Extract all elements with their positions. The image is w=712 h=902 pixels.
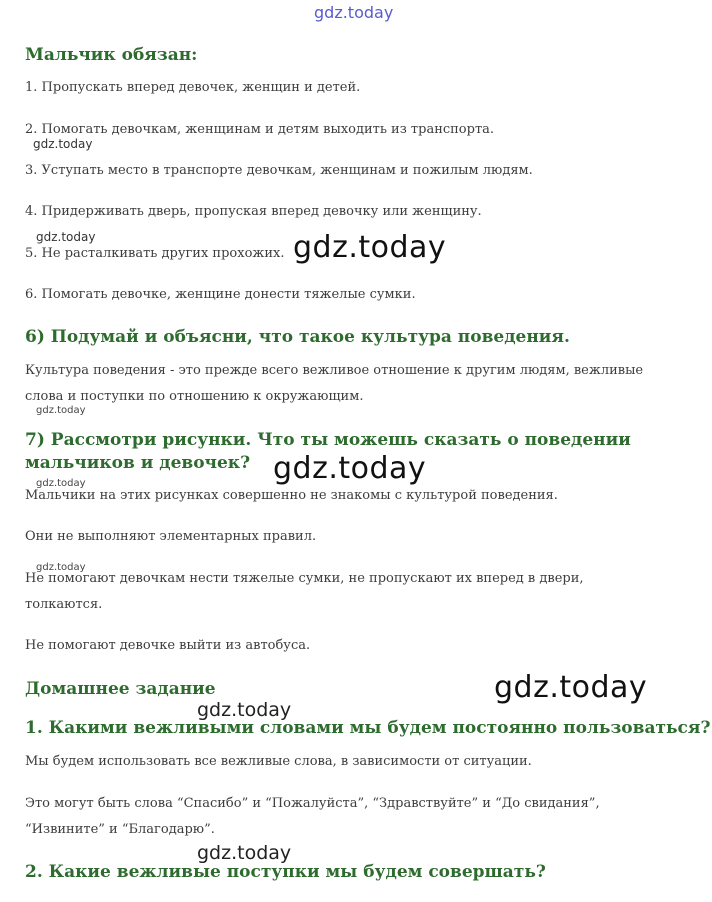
answer-text: Мальчики на этих рисунках совершенно не знакомы с культурой поведения. [25, 488, 558, 503]
list-item: 1. Пропускать вперед девочек, женщин и детей. [25, 80, 361, 95]
question-title: мальчиков и девочек? [25, 453, 251, 473]
list-item: 5. Не расталкивать других прохожих. [25, 246, 285, 261]
section-title: Мальчик обязан: [25, 45, 198, 65]
answer-text: слова и поступки по отношению к окружающим. [25, 389, 364, 404]
answer-text: Не помогают девочке выйти из автобуса. [25, 638, 311, 653]
list-item: 6. Помогать девочке, женщине донести тяжелые сумки. [25, 287, 416, 302]
list-item: 2. Помогать девочкам, женщинам и детям выходить из транспорта. [25, 122, 495, 137]
watermark: gdz.today [273, 451, 427, 486]
answer-text: Культура поведения - это прежде всего вежливое отношение к другим людям, вежливые [25, 363, 644, 378]
homework-title: Домашнее задание [25, 679, 216, 699]
watermark: gdz.today [36, 230, 96, 244]
watermark: gdz.today [494, 670, 648, 705]
watermark: gdz.today [36, 405, 86, 416]
watermark: gdz.today [36, 478, 86, 489]
answer-text: Это могут быть слова “Спасибо” и “Пожалуйста”, “Здравствуйте” и “До свидания”, [25, 796, 600, 811]
question-title: 1. Какими вежливыми словами мы будем постоянно пользоваться? [25, 718, 711, 738]
watermark: gdz.today [293, 230, 447, 265]
watermark: gdz.today [36, 562, 86, 573]
list-item: 3. Уступать место в транспорте девочкам, женщинам и пожилым людям. [25, 163, 533, 178]
watermark: gdz.today [197, 699, 292, 721]
answer-text: Не помогают девочкам нести тяжелые сумки, не пропускают их вперед в двери, [25, 571, 584, 586]
question-title: 2. Какие вежливые поступки мы будем совершать? [25, 862, 546, 882]
question-title: 6) Подумай и объясни, что такое культура поведения. [25, 327, 570, 347]
answer-text: толкаются. [25, 597, 103, 612]
answer-text: Мы будем использовать все вежливые слова, в зависимости от ситуации. [25, 754, 532, 769]
question-title: 7) Рассмотри рисунки. Что ты можешь сказать о поведении [25, 430, 631, 450]
answer-text: Они не выполняют элементарных правил. [25, 529, 317, 544]
watermark: gdz.today [314, 3, 394, 22]
answer-text: “Извините” и “Благодарю”. [25, 822, 215, 837]
watermark: gdz.today [33, 137, 93, 151]
watermark: gdz.today [197, 842, 292, 864]
list-item: 4. Придерживать дверь, пропуская вперед девочку или женщину. [25, 204, 482, 219]
